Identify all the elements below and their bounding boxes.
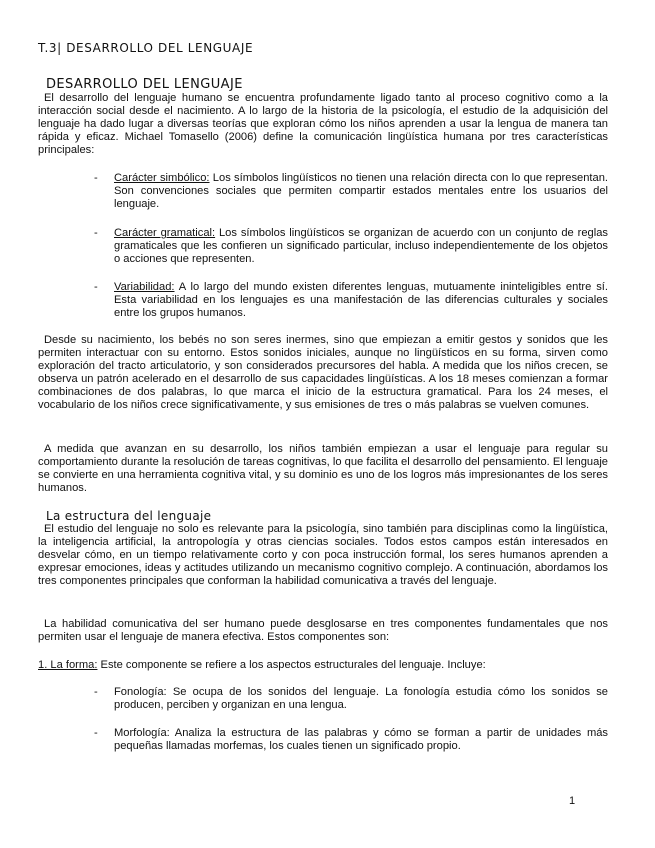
paragraph: La habilidad comunicativa del ser humano puede desglosarse en tres componentes fundamentales que nos permiten usar el lenguaje de manera efectiva. Estos componentes son: <box>38 618 608 643</box>
bullet-dash: - <box>94 281 98 293</box>
section-title: DESARROLLO DEL LENGUAJE <box>46 77 243 92</box>
component-label: 1. La forma: <box>38 659 98 671</box>
component-item <box>96 686 608 712</box>
component-heading <box>38 659 608 672</box>
bullet-dash: - <box>94 727 98 739</box>
characteristic-item <box>96 281 608 320</box>
characteristic-text: Los símbolos lingüísticos no tienen una relación directa con lo que representan. Son convenciones sociales que permiten compartir estados mentales entre los usuarios del lenguaje. <box>114 172 609 210</box>
component-description: Este componente se refiere a los aspectos estructurales del lenguaje. Incluye: <box>97 659 486 671</box>
characteristic-item <box>96 172 608 211</box>
page-header: T.3| DESARROLLO DEL LENGUAJE <box>38 41 254 55</box>
characteristic-text: Los símbolos lingüísticos se organizan de acuerdo con un conjunto de reglas gramaticales que les confieren un significado particular, incluso independientemente de los objetos o acciones que representen. <box>114 227 608 265</box>
intro-paragraph: El desarrollo del lenguaje humano se encuentra profundamente ligado tanto al proceso cognitivo como a la interacción social desde el nacimiento. A lo largo de la historia de la psicología, el estudio de la adquisición del lenguaje ha dado lugar a diversas teorías que exploran cómo los niños aprenden a usar la lengua de manera tan rápida y eficaz. Michael Tomasello (2006) define la comunicación lingüística humana por tres características principales: <box>38 92 608 156</box>
paragraph: El estudio del lenguaje no solo es relevante para la psicología, sino también para disciplinas como la lingüística, la inteligencia artificial, la antropología y otras ciencias sociales. Todos estos campos están interesados en desvelar cómo, en un tiempo relativamente corto y con poca instrucción formal, los seres humanos aprenden a expresar emociones, ideas y actitudes utilizando un mecanismo cognitivo complejo. A continuación, abordamos los tres componentes principales que conforman la habilidad comunicativa a través del lenguaje. <box>38 523 608 587</box>
characteristic-term: Carácter gramatical: <box>114 227 216 239</box>
characteristic-text: A lo largo del mundo existen diferentes lenguas, mutuamente ininteligibles entre sí. Esta variabilidad en los lenguajes es una manifestación de las diferencias culturales y sociales entre los grupos humanos. <box>114 281 608 319</box>
component-item <box>96 727 608 753</box>
bullet-dash: - <box>94 686 98 698</box>
section-subtitle: La estructura del lenguaje <box>46 509 212 523</box>
paragraph: Desde su nacimiento, los bebés no son seres inermes, sino que empiezan a emitir gestos y sonidos que les permiten interactuar con su entorno. Estos sonidos iniciales, aunque no lingüísticos en su forma, sirven como exploración del tracto articulatorio, y son considerados precursores del habla. A medida que los niños crecen, se observa un patrón acelerado en el desarrollo de sus capacidades lingüísticas. A los 18 meses comienzan a formar combinaciones de dos palabras, lo que marca el inicio de la estructura gramatical. Para los 24 meses, el vocabulario de los niños crece significativamente, y sus emisiones de tres o más palabras se vuelven comunes. <box>38 334 608 411</box>
page-number: 1 <box>569 795 576 807</box>
bullet-dash: - <box>94 172 98 184</box>
characteristic-term: Variabilidad: <box>114 281 175 293</box>
bullet-dash: - <box>94 227 98 239</box>
component-item-text: Fonología: Se ocupa de los sonidos del lenguaje. La fonología estudia cómo los sonidos se producen, perciben y organizan en una lengua. <box>114 686 608 711</box>
characteristic-item <box>96 227 608 266</box>
paragraph: A medida que avanzan en su desarrollo, los niños también empiezan a usar el lenguaje para regular su comportamiento durante la resolución de tareas cognitivas, lo que facilita el desarrollo del pensamiento. El lenguaje se convierte en una herramienta cognitiva vital, y su dominio es uno de los logros más impresionantes de los seres humanos. <box>38 443 608 494</box>
characteristic-term: Carácter simbólico: <box>114 172 210 184</box>
component-item-text: Morfología: Analiza la estructura de las palabras y cómo se forman a partir de unidades más pequeñas llamadas morfemas, los cuales tienen un significado propio. <box>114 727 608 752</box>
